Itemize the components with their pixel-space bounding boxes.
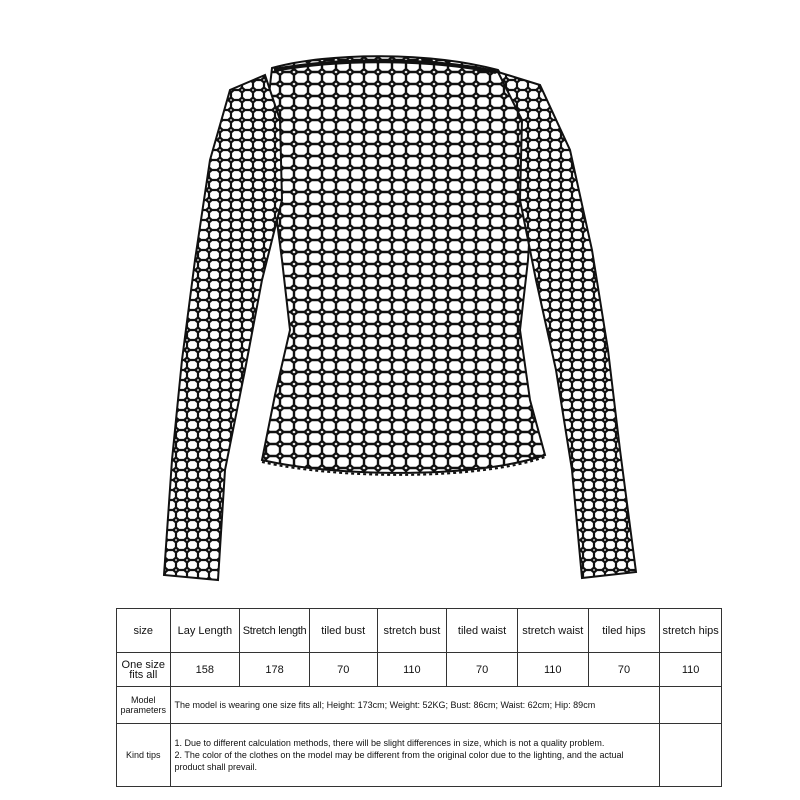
- size-chart-table: [116, 608, 722, 787]
- value-stretch-waist: 110: [517, 653, 588, 687]
- model-empty-cell: [660, 687, 722, 724]
- tip-2: 2. The color of the clothes on the model may be different from the original color due to the lighting, and the actual product shall prevail.: [174, 750, 624, 772]
- header-stretch-waist: stretch waist: [517, 609, 588, 653]
- header-tiled-bust: tiled bust: [309, 609, 377, 653]
- model-parameters-text: The model is wearing one size fits all; Height: 173cm; Weight: 52KG; Bust: 86cm; Waist: 62cm; Hip: 89cm: [170, 687, 660, 724]
- tips-row: [117, 724, 722, 787]
- value-lay-length: 158: [170, 653, 240, 687]
- value-tiled-hips: 70: [588, 653, 660, 687]
- value-stretch-hips: 110: [660, 653, 722, 687]
- header-stretch-length: Stretch length: [240, 609, 310, 653]
- shirt-torso: [262, 56, 545, 473]
- size-row: [117, 653, 722, 687]
- header-stretch-hips: stretch hips: [660, 609, 722, 653]
- header-lay-length: Lay Length: [170, 609, 240, 653]
- header-tiled-waist: tiled waist: [447, 609, 518, 653]
- header-tiled-hips: tiled hips: [588, 609, 660, 653]
- tips-label: Kind tips: [117, 724, 171, 787]
- left-sleeve: [164, 75, 282, 580]
- value-tiled-bust: 70: [309, 653, 377, 687]
- tip-1: 1. Due to different calculation methods, there will be slight differences in size, which is not a quality problem.: [174, 738, 605, 748]
- header-stretch-bust: stretch bust: [377, 609, 447, 653]
- value-stretch-length: 178: [240, 653, 310, 687]
- model-label: Model parameters: [117, 687, 171, 724]
- model-row: [117, 687, 722, 724]
- header-size: size: [117, 609, 171, 653]
- size-label: One size fits all: [117, 653, 171, 687]
- value-stretch-bust: 110: [377, 653, 447, 687]
- tips-text: [170, 724, 660, 787]
- value-tiled-waist: 70: [447, 653, 518, 687]
- tips-empty-cell: [660, 724, 722, 787]
- header-row: [117, 609, 722, 653]
